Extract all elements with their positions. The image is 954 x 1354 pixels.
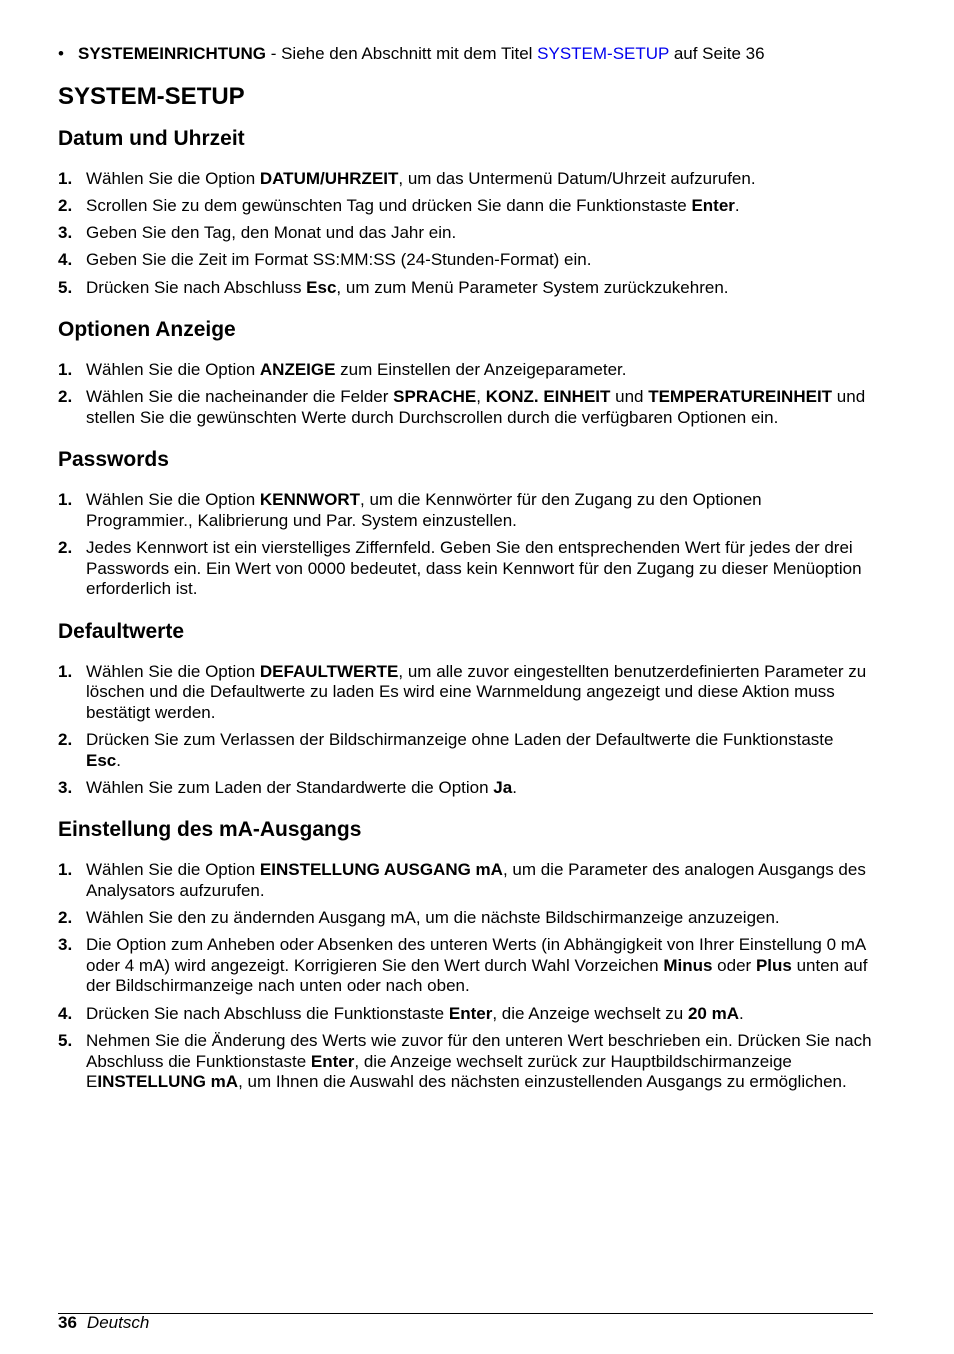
step-text: , um die Kennwörter für den Zugang zu den Optionen Programmier., Kalibrierung und Par. System einzustellen. bbox=[86, 490, 762, 530]
step-keyword: Enter bbox=[310, 1051, 355, 1071]
step-text: , um die Parameter des analogen Ausgangs des Analysators aufzurufen. bbox=[86, 860, 866, 900]
step-text: Drücken Sie nach Abschluss bbox=[86, 277, 307, 297]
step-number: 3. bbox=[58, 777, 73, 797]
step-text: unten auf der Bildschirmanzeige nach unten oder nach oben. bbox=[86, 955, 868, 996]
step-keyword: Enter bbox=[691, 195, 735, 215]
section-heading: Datum und Uhrzeit bbox=[58, 126, 245, 150]
step-list bbox=[58, 360, 873, 428]
step-keyword: DATUM/UHRZEIT bbox=[259, 168, 399, 188]
step-keyword: ANZEIGE bbox=[259, 360, 336, 380]
step-text: . bbox=[116, 750, 121, 770]
step-keyword: SPRACHE bbox=[393, 387, 477, 407]
step-keyword: 20 mA bbox=[687, 1003, 739, 1023]
step-number: 2. bbox=[58, 195, 73, 215]
step-text: oder bbox=[712, 955, 756, 975]
step-item bbox=[58, 935, 873, 997]
step-keyword: TEMPERATUREINHEIT bbox=[648, 387, 833, 407]
step-text: Jedes Kennwort ist ein vierstelliges Ziffernfeld. Geben Sie den entsprechenden Wert für jedes der drei Passwords ein. Ein Wert von 0000 bedeutet, dass kein Kennwort für den Zugang zu dieser Menüoption erforderlich ist. bbox=[86, 538, 862, 599]
step-keyword: EINSTELLUNG AUSGANG mA bbox=[259, 860, 503, 880]
step-item bbox=[58, 196, 873, 217]
footer-language: Deutsch bbox=[86, 1313, 150, 1332]
intro-bullet-item bbox=[58, 44, 873, 65]
section-heading: Defaultwerte bbox=[58, 619, 185, 643]
intro-text: - Siehe den Abschnitt mit dem Titel bbox=[265, 44, 538, 63]
step-text: , um Ihnen die Auswahl des nächsten einzustellenden Ausgangs zu ermöglichen. bbox=[238, 1072, 847, 1092]
step-item bbox=[58, 387, 873, 428]
step-number: 5. bbox=[58, 1031, 73, 1051]
step-text: Wählen Sie den zu ändernden Ausgang mA, um die nächste Bildschirmanzeige anzuzeigen. bbox=[86, 908, 780, 928]
step-item bbox=[58, 908, 873, 929]
step-number: 1. bbox=[58, 860, 73, 880]
step-text: Scrollen Sie zu dem gewünschten Tag und drücken Sie dann die Funktionstaste bbox=[86, 195, 692, 215]
step-keyword: KONZ. EINHEIT bbox=[485, 387, 611, 407]
step-text: zum Einstellen der Anzeigeparameter. bbox=[335, 360, 627, 380]
step-text: . bbox=[734, 195, 740, 215]
page-number: 36 bbox=[58, 1313, 77, 1332]
step-number: 2. bbox=[58, 387, 73, 407]
step-number: 5. bbox=[58, 277, 73, 297]
step-number: 2. bbox=[58, 538, 73, 558]
step-text: Wählen Sie zum Laden der Standardwerte die Option bbox=[86, 777, 494, 797]
step-text: , die Anzeige wechselt zu bbox=[492, 1003, 688, 1023]
step-number: 2. bbox=[58, 730, 73, 750]
step-text: Wählen Sie die Option bbox=[86, 168, 260, 188]
step-text: . bbox=[512, 777, 517, 797]
step-item bbox=[58, 778, 873, 799]
step-text: Die Option zum Anheben oder Absenken des unteren Werts (in Abhängigkeit von Ihrer Einstellung 0 mA oder 4 mA) wird angezeigt. Korrigieren Sie den Wert durch Wahl Vorzeichen bbox=[86, 935, 866, 975]
step-keyword: INSTELLUNG mA bbox=[97, 1072, 239, 1092]
step-keyword: Ja bbox=[493, 777, 513, 797]
step-keyword: Esc bbox=[86, 750, 117, 770]
step-item bbox=[58, 278, 873, 299]
step-text: Nehmen Sie die Änderung des Werts wie zuvor für den unteren Wert beschrieben ein. Drücken Sie nach Abschluss die Funktionstaste bbox=[86, 1031, 872, 1071]
step-text: Wählen Sie die nacheinander die Felder bbox=[86, 387, 394, 407]
step-item bbox=[58, 1004, 873, 1025]
step-text: und bbox=[610, 387, 649, 407]
step-text: Geben Sie die Zeit im Format SS:MM:SS (24-Stunden-Format) ein. bbox=[86, 250, 592, 270]
step-number: 4. bbox=[58, 1003, 73, 1023]
step-item bbox=[58, 662, 873, 724]
page-title: SYSTEM-SETUP bbox=[58, 82, 245, 110]
section-heading: Optionen Anzeige bbox=[58, 318, 236, 342]
step-keyword: Enter bbox=[448, 1003, 493, 1023]
sections-container bbox=[58, 127, 873, 1093]
step-keyword: Esc bbox=[306, 277, 337, 297]
step-list bbox=[58, 169, 873, 299]
step-text: Wählen Sie die Option bbox=[86, 860, 260, 880]
page-footer bbox=[58, 1313, 873, 1332]
step-text: . bbox=[739, 1003, 744, 1023]
step-item bbox=[58, 730, 873, 771]
step-text: , bbox=[476, 387, 486, 407]
step-item bbox=[58, 169, 873, 190]
step-number: 2. bbox=[58, 908, 73, 928]
step-item bbox=[58, 250, 873, 271]
step-list bbox=[58, 490, 873, 599]
section-heading: Passwords bbox=[58, 448, 169, 472]
step-item bbox=[58, 1031, 873, 1093]
step-text: , um das Untermenü Datum/Uhrzeit aufzurufen. bbox=[398, 168, 756, 188]
section-heading: Einstellung des mA-Ausgangs bbox=[58, 818, 362, 842]
step-item bbox=[58, 860, 873, 901]
step-item bbox=[58, 360, 873, 381]
step-number: 1. bbox=[58, 360, 73, 380]
step-text: , um alle zuvor eingestellten benutzerdefinierten Parameter zu löschen und die Defaultwerte zu laden Es wird eine Warnmeldung angezeigt und diese Aktion muss bestätigt werden. bbox=[86, 661, 867, 722]
step-number: 4. bbox=[58, 250, 73, 270]
step-text: Wählen Sie die Option bbox=[86, 360, 260, 380]
step-text: Wählen Sie die Option bbox=[86, 661, 260, 681]
step-number: 1. bbox=[58, 661, 73, 681]
step-item bbox=[58, 490, 873, 531]
page-content bbox=[58, 44, 873, 1113]
step-text: Drücken Sie zum Verlassen der Bildschirmanzeige ohne Laden der Defaultwerte die Funktionstaste bbox=[86, 730, 834, 750]
step-list bbox=[58, 662, 873, 799]
step-text: Drücken Sie nach Abschluss die Funktionstaste bbox=[86, 1003, 449, 1023]
step-text: und stellen Sie die gewünschten Werte durch Durchscrollen durch die verfügbaren Optionen ein. bbox=[86, 387, 866, 427]
step-item bbox=[58, 538, 873, 600]
intro-term: SYSTEMEINRICHTUNG bbox=[78, 44, 266, 63]
step-number: 3. bbox=[58, 935, 73, 955]
step-text: , um zum Menü Parameter System zurückzukehren. bbox=[336, 277, 729, 297]
step-number: 1. bbox=[58, 168, 73, 188]
step-number: 1. bbox=[58, 490, 73, 510]
bullet-marker: • bbox=[58, 44, 64, 63]
step-number: 3. bbox=[58, 223, 73, 243]
step-keyword: Plus bbox=[755, 955, 792, 975]
system-setup-link[interactable]: SYSTEM-SETUP bbox=[537, 44, 670, 63]
step-item bbox=[58, 223, 873, 244]
step-text: Geben Sie den Tag, den Monat und das Jahr ein. bbox=[86, 223, 457, 243]
step-list bbox=[58, 860, 873, 1092]
step-text: , die Anzeige wechselt zurück zur Hauptbildschirmanzeige E bbox=[86, 1051, 792, 1092]
step-keyword: DEFAULTWERTE bbox=[259, 661, 399, 681]
step-text: Wählen Sie die Option bbox=[86, 490, 260, 510]
intro-text-end: auf Seite 36 bbox=[669, 44, 765, 63]
step-keyword: Minus bbox=[663, 955, 713, 975]
step-keyword: KENNWORT bbox=[259, 490, 360, 510]
